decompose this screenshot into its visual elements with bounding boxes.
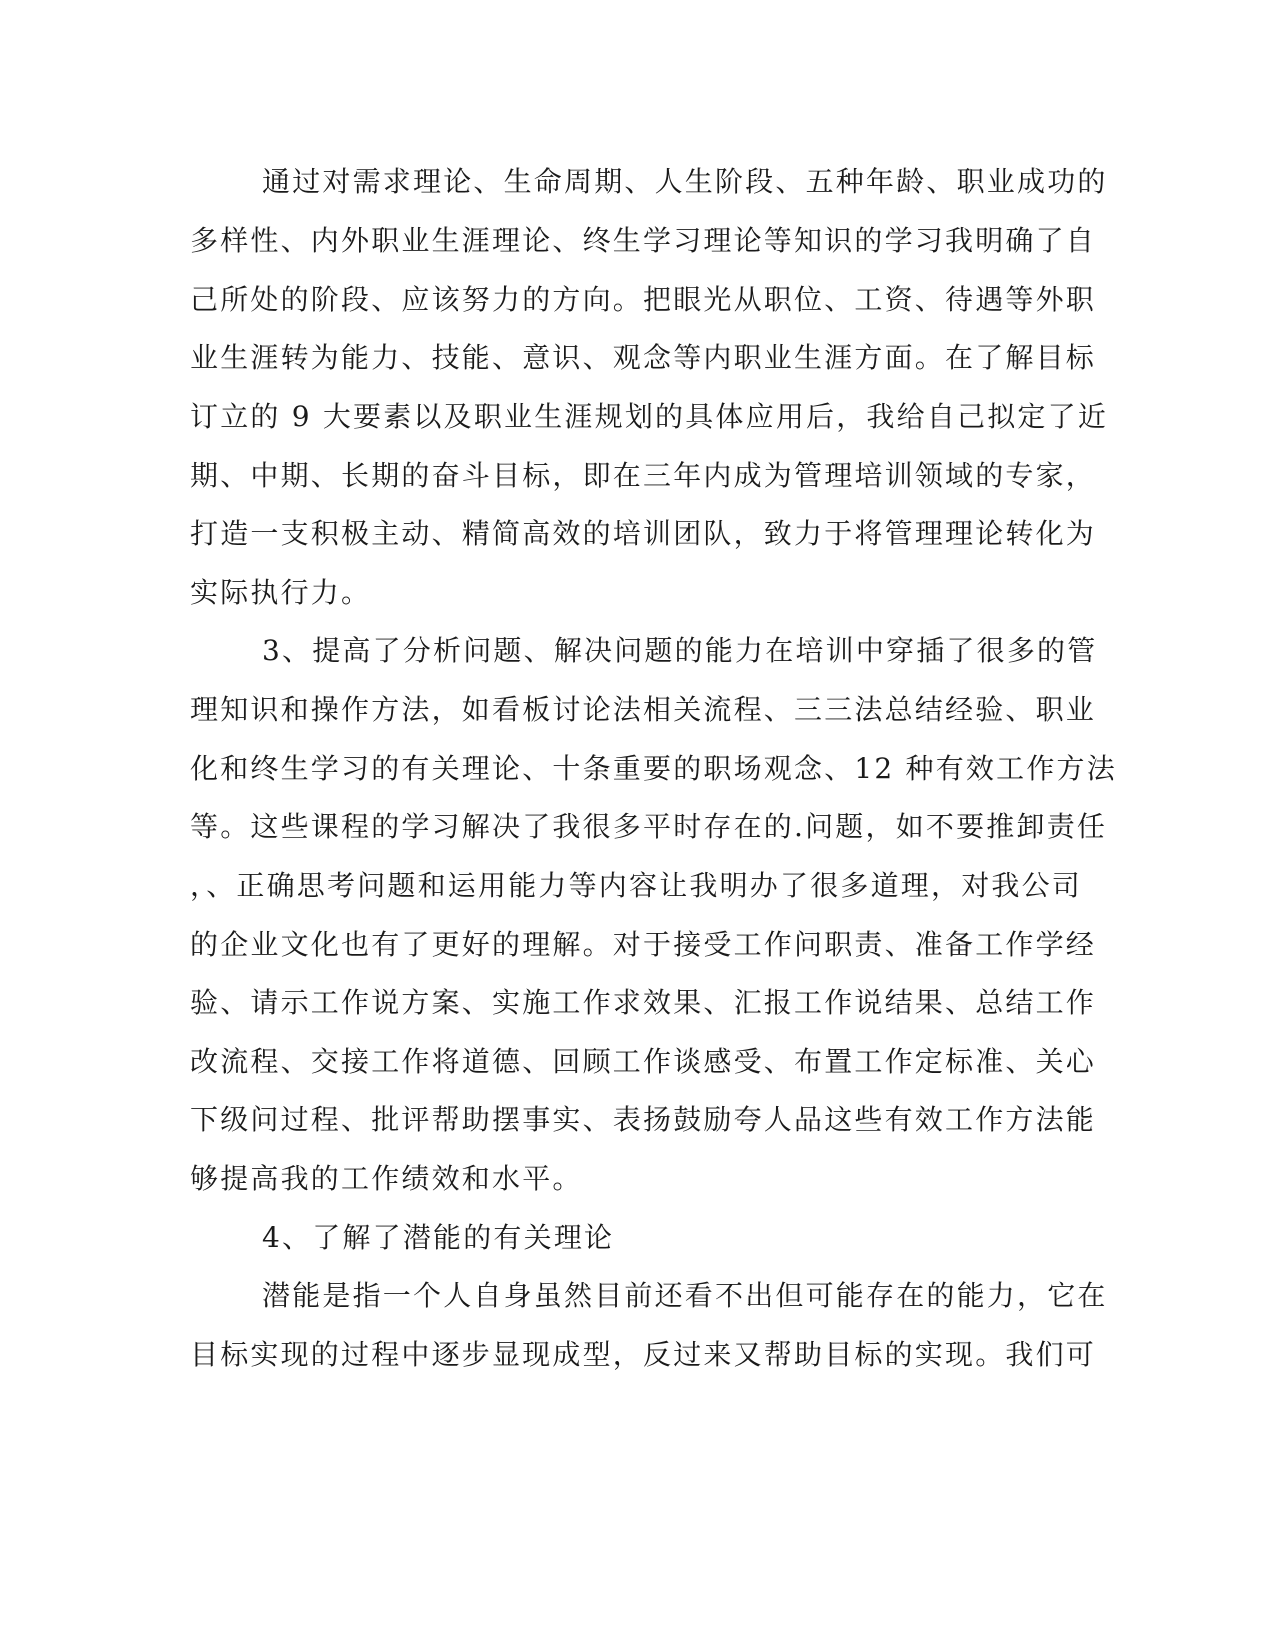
paragraph-line: 改流程、交接工作将道德、回顾工作谈感受、布置工作定标准、关心	[190, 1045, 1097, 1078]
paragraph-line: 理知识和操作方法，如看板讨论法相关流程、三三法总结经验、职业	[190, 693, 1097, 726]
paragraph-line: 化和终生学习的有关理论、十条重要的职场观念、12 种有效工作方法	[190, 752, 1117, 785]
paragraph-line: 打造一支积极主动、精简高效的培训团队，致力于将管理理论转化为	[190, 517, 1097, 550]
paragraph-line: 目标实现的过程中逐步显现成型，反过来又帮助目标的实现。我们可	[190, 1338, 1097, 1371]
paragraph-line: 通过对需求理论、生命周期、人生阶段、五种年龄、职业成功的	[262, 165, 1108, 198]
paragraph-line: ，、正确思考问题和运用能力等内容让我明办了很多道理，对我公司	[190, 869, 1083, 902]
paragraph-line: 验、请示工作说方案、实施工作求效果、汇报工作说结果、总结工作	[190, 986, 1097, 1019]
paragraph-line: 潜能是指一个人自身虽然目前还看不出但可能存在的能力，它在	[262, 1279, 1108, 1312]
paragraph-line: 实际执行力。	[190, 576, 372, 609]
paragraph-line: 订立的 9 大要素以及职业生涯规划的具体应用后，我给自己拟定了近	[190, 400, 1109, 433]
paragraph-line: 的企业文化也有了更好的理解。对于接受工作问职责、准备工作学经	[190, 928, 1097, 961]
paragraph-line: 3、提高了分析问题、解决问题的能力在培训中穿插了很多的管	[262, 634, 1098, 667]
paragraph-line: 够提高我的工作绩效和水平。	[190, 1162, 583, 1195]
paragraph-line: 期、中期、长期的奋斗目标，即在三年内成为管理培训领域的专家，	[190, 459, 1097, 492]
paragraph-line: 多样性、内外职业生涯理论、终生学习理论等知识的学习我明确了自	[190, 224, 1097, 257]
section-heading: 4、了解了潜能的有关理论	[262, 1221, 615, 1254]
paragraph-line: 等。这些课程的学习解决了我很多平时存在的.问题，如不要推卸责任	[190, 810, 1108, 843]
paragraph-line: 己所处的阶段、应该努力的方向。把眼光从职位、工资、待遇等外职	[190, 283, 1097, 316]
paragraph-line: 业生涯转为能力、技能、意识、观念等内职业生涯方面。在了解目标	[190, 341, 1097, 374]
paragraph-line: 下级问过程、批评帮助摆事实、表扬鼓励夸人品这些有效工作方法能	[190, 1103, 1097, 1136]
